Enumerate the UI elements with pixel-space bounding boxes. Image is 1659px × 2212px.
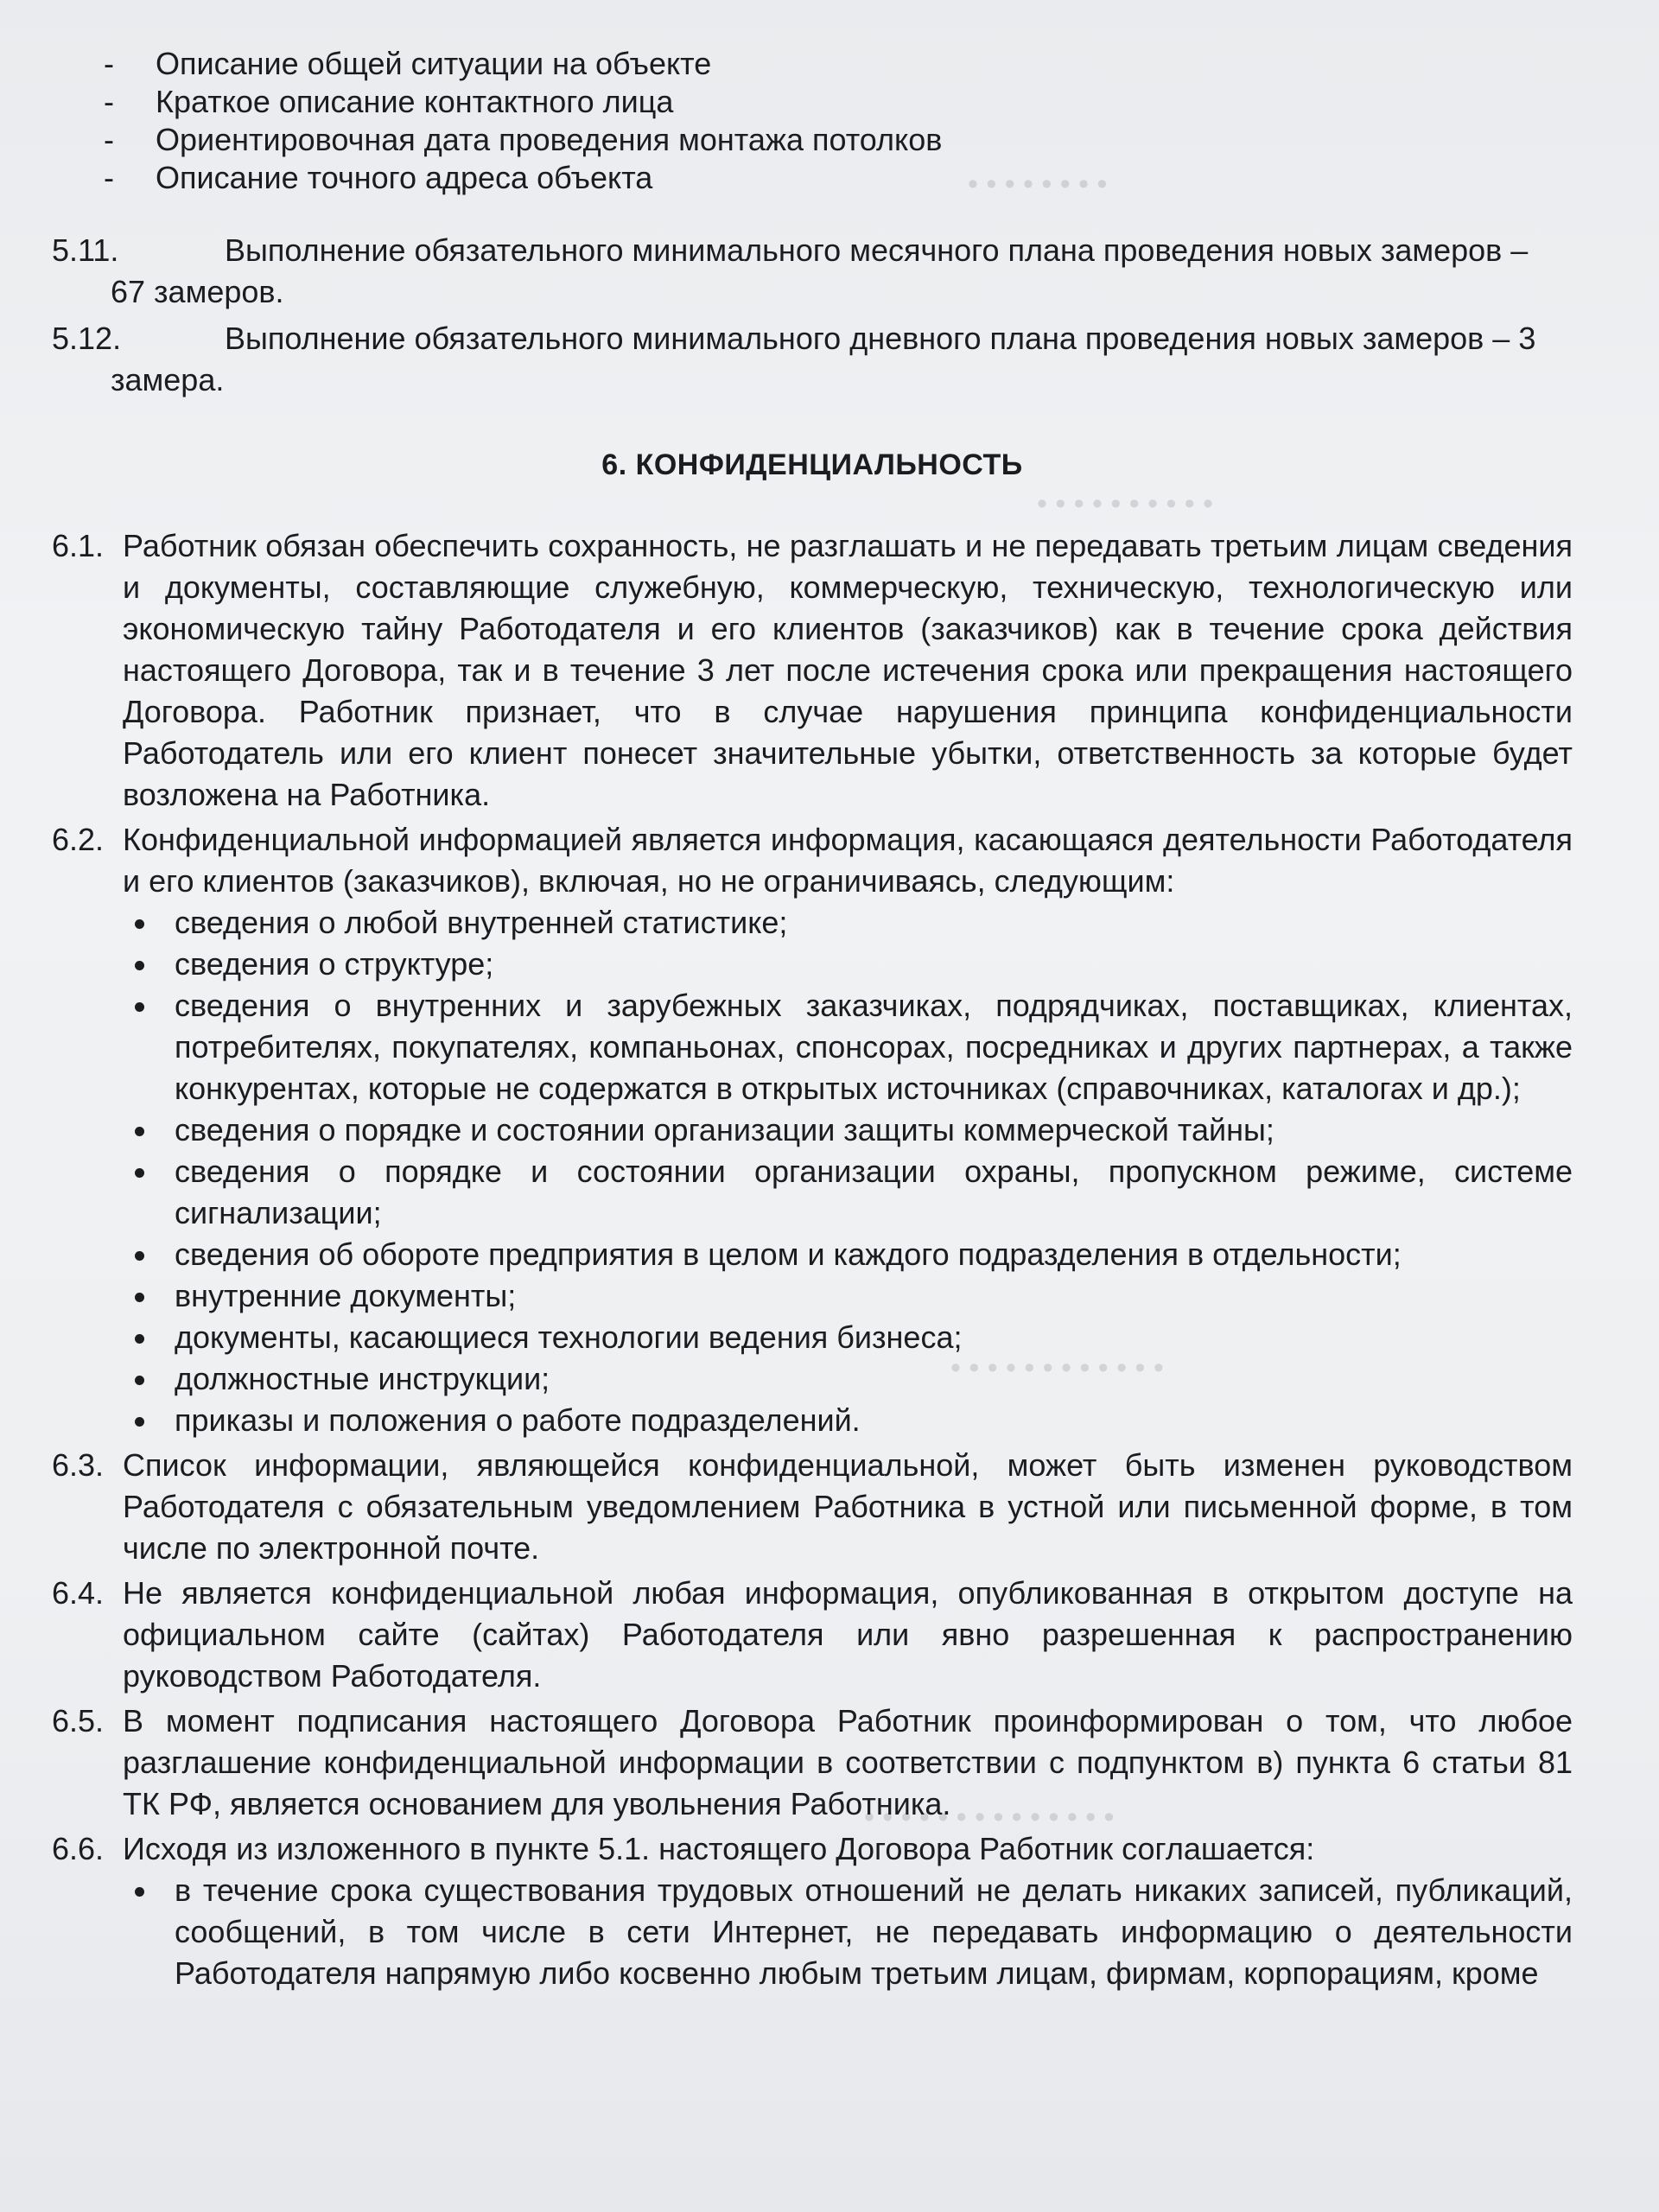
clause-5-12 bbox=[52, 318, 1573, 401]
list-item: должностные инструкции; bbox=[123, 1358, 1573, 1400]
list-item: сведения о внутренних и зарубежных заказчиках, подрядчиках, поставщиках, клиентах, потребителях, покупателях, компаньонах, спонсорах, посредниках и других партнерах, а также конкурентах, которые не содержатся в открытых источниках (справочниках, каталогах и др.); bbox=[123, 985, 1573, 1109]
paragraph-6-6 bbox=[52, 1828, 1573, 1870]
section-title: 6. КОНФИДЕНЦИАЛЬНОСТЬ bbox=[601, 448, 1023, 481]
paragraph-6-5 bbox=[52, 1700, 1573, 1825]
paragraph-text: В момент подписания настоящего Договора Работник проинформирован о том, что любое разглашение конфиденциальной информации в соответствии с подпунктом в) пункта 6 статьи 81 ТК РФ, является основанием для увольнения Работника. bbox=[123, 1703, 1573, 1821]
clause-number: 5.11. bbox=[52, 232, 119, 268]
confidential-info-list bbox=[52, 902, 1573, 1441]
object-description-list bbox=[52, 43, 1573, 195]
bleed-through-text: • • • • • • • • bbox=[968, 168, 1108, 200]
list-item: документы, касающиеся технологии ведения бизнеса; bbox=[123, 1317, 1573, 1358]
clause-5-11 bbox=[52, 230, 1573, 313]
paragraph-text: Работник обязан обеспечить сохранность, не разглашать и не передавать третьим лицам сведения и документы, составляющие служебную, коммерческую, техническую, технологическую или экономическую тайну Работодателя и его клиентов (заказчиков) как в течение срока действия настоящего Договора, так и в течение 3 лет после истечения срока или прекращения настоящего Договора. Работник признает, что в случае нарушения принципа конфиденциальности Работодатель или его клиент понесет значительные убытки, ответственность за которые будет возложена на Работника. bbox=[123, 528, 1573, 812]
paragraph-number: 6.2. bbox=[52, 822, 105, 857]
paragraph-text: Список информации, являющейся конфиденциальной, может быть изменен руководством Работодателя с обязательным уведомлением Работника в устной или письменной форме, в том числе по электронной почте. bbox=[123, 1447, 1573, 1566]
clause-text-continued: замера. bbox=[111, 362, 225, 397]
paragraph-text: Конфиденциальной информацией является информация, касающаяся деятельности Работодателя и его клиентов (заказчиков), включая, но не ограничиваясь, следующим: bbox=[123, 822, 1573, 899]
list-item: - Описание общей ситуации на объекте bbox=[52, 43, 1573, 81]
list-item: - Ориентировочная дата проведения монтажа потолков bbox=[52, 119, 1573, 157]
clause-number: 5.12. bbox=[52, 321, 122, 356]
list-item: сведения о порядке и состоянии организации защиты коммерческой тайны; bbox=[123, 1109, 1573, 1151]
list-item: внутренние документы; bbox=[123, 1275, 1573, 1317]
list-item: сведения о структуре; bbox=[123, 944, 1573, 985]
employee-agreement-list bbox=[52, 1870, 1573, 1994]
list-item: - Краткое описание контактного лица bbox=[52, 81, 1573, 119]
paragraph-number: 6.1. bbox=[52, 528, 105, 563]
bleed-through-text: • • • • • • • • • • bbox=[1037, 487, 1214, 520]
clause-text: Выполнение обязательного минимального месячного плана проведения новых замеров – bbox=[225, 232, 1529, 268]
list-item: - Описание точного адреса объекта bbox=[52, 157, 1573, 195]
paragraph-6-4 bbox=[52, 1573, 1573, 1697]
paragraph-number: 6.4. bbox=[52, 1575, 105, 1611]
list-item: сведения о порядке и состоянии организации охраны, пропускном режиме, системе сигнализации; bbox=[123, 1151, 1573, 1234]
clause-text: Выполнение обязательного минимального дневного плана проведения новых замеров – 3 bbox=[225, 321, 1536, 356]
list-item: приказы и положения о работе подразделений. bbox=[123, 1400, 1573, 1441]
paragraph-6-2 bbox=[52, 819, 1573, 902]
list-item: сведения о любой внутренней статистике; bbox=[123, 902, 1573, 944]
clause-text-continued: 67 замеров. bbox=[111, 274, 284, 309]
paragraph-6-3 bbox=[52, 1445, 1573, 1569]
paragraph-number: 6.5. bbox=[52, 1703, 105, 1738]
paragraph-text: Исходя из изложенного в пункте 5.1. настоящего Договора Работник соглашается: bbox=[123, 1831, 1315, 1866]
document-body bbox=[52, 43, 1573, 1994]
list-item: сведения об обороте предприятия в целом и каждого подразделения в отдельности; bbox=[123, 1234, 1573, 1275]
bleed-through-text: • • • • • • • • • • • • • • bbox=[864, 1801, 1115, 1834]
paragraph-6-1 bbox=[52, 525, 1573, 816]
paragraph-number: 6.6. bbox=[52, 1831, 105, 1866]
paragraph-number: 6.3. bbox=[52, 1447, 105, 1483]
paragraph-text: Не является конфиденциальной любая информация, опубликованная в открытом доступе на официальном сайте (сайтах) Работодателя или явно разрешенная к распространению руководством Работодателя. bbox=[123, 1575, 1573, 1694]
list-item: в течение срока существования трудовых отношений не делать никаких записей, публикаций, сообщений, в том числе в сети Интернет, не передавать информацию о деятельности Работодателя напрямую либо косвенно любым третьим лицам, фирмам, корпорациям, кроме bbox=[123, 1870, 1573, 1994]
bleed-through-text: • • • • • • • • • • • • bbox=[950, 1351, 1164, 1384]
